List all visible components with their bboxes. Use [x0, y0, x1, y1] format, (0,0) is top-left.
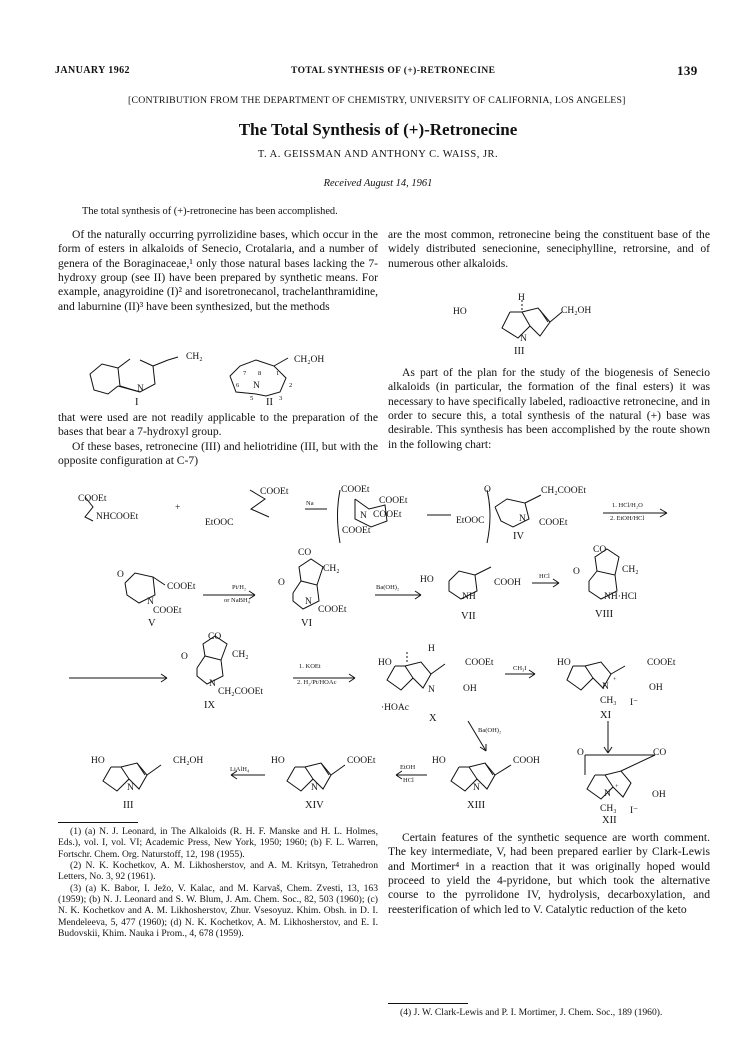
XI-plus: +: [613, 676, 617, 683]
paragraph-biogenesis: As part of the plan for the study of the biogenesis of Senecio alkaloids (in particular, the formation of the final esters) it was necessary to have specifically labeled, radioactive retronecine, and in order to secure this, a total synthesis of the natural (+) base was desirable. This synthesis has been accomplished by the route shown in the following chart:: [388, 366, 710, 451]
reagent-hcl: HCl: [539, 573, 550, 580]
footnote-1: (1) (a) N. J. Leonard, in The Alkaloids (R. H. F. Manske and H. L. Holmes, Eds.), vol. I, vol. VI; Academic Press, New York, 1950; 1960; (b) F. L. Warren, Fortschr. Chem. Org. Naturstoff, 12, 198 (1955).: [58, 826, 378, 860]
reagent-lialh4: LiAlH₄: [230, 766, 250, 773]
right-column-bottom: [388, 831, 710, 917]
right-column-middle: [388, 366, 710, 452]
II-pos-5: 5: [250, 395, 254, 402]
label-VI: VI: [301, 618, 313, 629]
footnote-4: (4) J. W. Clark-Lewis and P. I. Mortimer, J. Chem. Soc., 189 (1960).: [400, 1007, 663, 1018]
III-ho: HO: [453, 307, 467, 317]
article-title: The Total Synthesis of (+)-Retronecine: [238, 120, 518, 139]
IX-ch2: CH₂: [232, 650, 249, 660]
label-XIII: XIII: [467, 800, 486, 811]
paragraph-features: Certain features of the synthetic sequence are worth comment. The key intermediate, V, had been prepared earlier by Clark-Lewis and Mortimer⁴ in a reaction that it was originally hoped would proceed to yield the 4-pyridone, but which took the alternative course to the pyrrolidone IV, hydrolysis, decarboxylation, and reesterification of which led to V. Catalytic reduction of the keto: [388, 831, 710, 916]
running-head-date: JANUARY 1962: [55, 65, 130, 76]
II-pos-1: 1: [276, 370, 280, 377]
reagent-iv-2: 2. EtOH/HCl: [610, 515, 645, 522]
reagent-nabh4: or NaBH₄: [224, 597, 250, 604]
XI-ho: HO: [557, 658, 571, 668]
label-III-bottom: III: [123, 800, 134, 811]
IX-o: O: [181, 652, 188, 662]
X-cooet: COOEt: [465, 658, 494, 668]
IV-ch2cooet: CH₂COOEt: [541, 486, 587, 496]
r1-cooet-a: COOEt: [78, 494, 107, 504]
VI-co: CO: [298, 548, 312, 558]
IX-n: N: [209, 679, 216, 689]
XIV-n: N: [311, 783, 318, 793]
XI-n: N: [602, 682, 609, 692]
footnotes-left: [58, 826, 378, 939]
paragraph-intro: Of the naturally occurring pyrrolizidine bases, which occur in the form of esters in alkaloids of Senecio, Crotalaria, and a number of genera of the Boraginaceae,¹ only those natural bases lacking the 7-hydroxy group (see II) have been prepared by synthetic means. For example, anagyroidine (I)² and isoretronecanol, trachelanthramidine, and laburnine (II)³ have been synthesized, but the methods: [58, 228, 378, 313]
II-pos-7: 7: [243, 370, 247, 377]
r1-plus: +: [175, 503, 181, 513]
IV-o: O: [484, 485, 491, 495]
III-b-ho: HO: [91, 756, 105, 766]
X-h: H: [428, 644, 435, 654]
reagent-baoh2-b: Ba(OH)₂: [478, 727, 502, 734]
contribution-line: [CONTRIBUTION FROM THE DEPARTMENT OF CHEMISTRY, UNIVERSITY OF CALIFORNIA, LOS ANGELES]: [128, 95, 626, 106]
label-XII: XII: [602, 815, 617, 826]
label-VII: VII: [461, 611, 476, 622]
left-column-bottom: [58, 411, 378, 468]
VI-n: N: [305, 597, 312, 607]
reagent-koet: 1. KOEt: [299, 663, 321, 670]
paragraph-common-bases: are the most common, retronecine being the constituent base of the widely distributed senecionine, seneciphylline, retrorsine, and of numerous other alkaloids.: [388, 228, 710, 270]
footnote-3: (3) (a) K. Babor, I. Ježo, V. Kalac, and M. Karvaš, Chem. Zvesti, 13, 163 (1959); (b) N. J. Leonard and S. W. Blum, J. Am. Chem. Soc., 82, 503 (1960); (c) N. K. Kochetkov and A. M. Likhosherstov, Zhur. Vsesoyuz. Khim. Obsh. in D. I. Mendeleeva, 5, 477 (1960); (d) N. K. Kochetkov, A. M. Likhosherstov, and E. I. Budovskii, Khim. Nauka i Prom., 4, 678 (1959).: [58, 882, 378, 940]
III-h: H: [518, 293, 525, 303]
IV-n: N: [519, 514, 526, 524]
r1-cooet-e: COOEt: [373, 510, 402, 520]
XI-iminus: I⁻: [630, 698, 639, 708]
r1-cooet-b: COOEt: [260, 487, 289, 497]
page-number: 139: [677, 63, 698, 78]
reagent-na: Na: [306, 500, 314, 507]
paragraph-retronecine: Of these bases, retronecine (III) and heliotridine (III, but with the opposite configuration at C-7): [58, 439, 378, 468]
label-II: II: [266, 397, 273, 408]
V-o: O: [117, 570, 124, 580]
reagent-h2pt: 2. H₂/Pt/HOAc: [297, 679, 337, 686]
IV-etooc: EtOOC: [456, 516, 485, 526]
V-cooet-b: COOEt: [153, 606, 182, 616]
II-n: N: [253, 381, 260, 391]
V-cooet-a: COOEt: [167, 582, 196, 592]
structures-i-ii: [60, 352, 380, 412]
reagent-baoh2: Ba(OH)₂: [376, 584, 400, 591]
r1-nhcooet: NHCOOEt: [96, 512, 139, 522]
VIII-ch2: CH₂: [622, 565, 639, 575]
XII-o: O: [577, 748, 584, 758]
VII-ho: HO: [420, 575, 434, 585]
I-n: N: [137, 384, 144, 394]
reagent-etoh: EtOH: [400, 764, 416, 771]
label-VIII: VIII: [595, 609, 614, 620]
reagent-iv-1: 1. HCl/H₂O: [612, 502, 643, 509]
received-date: Received August 14, 1961: [323, 178, 433, 189]
r1-cooet-c: COOEt: [341, 485, 370, 495]
r1-n-a: N: [360, 511, 367, 521]
label-X: X: [429, 713, 437, 724]
IV-cooet: COOEt: [539, 518, 568, 528]
XI-ch3: CH₃: [600, 696, 617, 706]
III-b-ch2oh: CH₂OH: [173, 756, 204, 766]
label-IX: IX: [204, 700, 216, 711]
XI-oh: OH: [649, 683, 663, 693]
r1-etooc-a: EtOOC: [205, 518, 234, 528]
label-IV: IV: [513, 531, 525, 542]
X-n: N: [428, 685, 435, 695]
right-column-top: [388, 228, 710, 271]
r1-cooet-d: COOEt: [379, 496, 408, 506]
VI-ch2: CH₂: [323, 564, 340, 574]
XIV-cooet: COOEt: [347, 756, 376, 766]
XII-co: CO: [653, 748, 667, 758]
VIII-o: O: [573, 567, 580, 577]
XII-plus: +: [615, 783, 619, 790]
label-V: V: [148, 618, 156, 629]
X-hoac: ·HOAc: [381, 703, 409, 713]
paragraph-continued: that were used are not readily applicable to the preparation of the bases that bear a 7-hydroxyl group.: [58, 411, 378, 439]
III-ch2oh: CH₂OH: [561, 306, 592, 316]
VI-cooet: COOEt: [318, 605, 347, 615]
XIII-ho: HO: [432, 756, 446, 766]
II-pos-8: 8: [258, 370, 262, 377]
XIII-cooh: COOH: [513, 756, 540, 766]
footnote-2: (2) N. K. Kochetkov, A. M. Likhosherstov, and A. M. Kritsyn, Tetrahedron Letters, No. 3, 92 (1961).: [58, 860, 378, 883]
reagent-pt-h2: Pt/H₂: [232, 584, 247, 591]
abstract: The total synthesis of (+)-retronecine has been accomplished.: [82, 206, 338, 217]
II-pos-3: 3: [279, 395, 283, 402]
label-XI: XI: [600, 710, 612, 721]
XII-ch3: CH₃: [600, 804, 617, 814]
III-n: N: [520, 334, 527, 344]
label-I: I: [135, 397, 139, 408]
XII-oh: OH: [652, 790, 666, 800]
left-column-top: [58, 228, 378, 314]
I-ch2: CH₂: [186, 352, 203, 362]
V-n: N: [147, 597, 154, 607]
label-XIV: XIV: [305, 800, 324, 811]
IX-co: CO: [208, 632, 222, 642]
authors: T. A. GEISSMAN AND ANTHONY C. WAISS, JR.: [257, 149, 499, 160]
VI-o: O: [278, 578, 285, 588]
XII-n: N: [604, 789, 611, 799]
footnote-rule-right: [388, 1003, 468, 1004]
VIII-co: CO: [593, 545, 607, 555]
VII-cooh: COOH: [494, 578, 521, 588]
XII-iminus: I⁻: [630, 806, 639, 816]
XI-cooet: COOEt: [647, 658, 676, 668]
r1-cooet-f: COOEt: [342, 526, 371, 536]
VIII-nhhcl: NH·HCl: [604, 592, 637, 602]
footnote-right: [388, 1007, 710, 1018]
II-ch2oh: CH₂OH: [294, 355, 325, 365]
II-pos-2: 2: [289, 382, 293, 389]
label-III-top: III: [514, 346, 525, 357]
X-oh: OH: [463, 684, 477, 694]
structure-I-rings: [90, 357, 178, 394]
XIII-n: N: [473, 783, 480, 793]
reagent-ch3i: CH₃I: [513, 665, 527, 672]
XIV-ho: HO: [271, 756, 285, 766]
VII-nh: NH: [462, 592, 476, 602]
reagent-hcl-b: HCl: [403, 777, 414, 784]
II-pos-6: 6: [236, 382, 240, 389]
X-ho: HO: [378, 658, 392, 668]
III-b-n: N: [127, 783, 134, 793]
running-head-title: TOTAL SYNTHESIS OF (+)-RETRONECINE: [291, 66, 496, 76]
IX-ch2cooet: CH₂COOEt: [218, 687, 264, 697]
